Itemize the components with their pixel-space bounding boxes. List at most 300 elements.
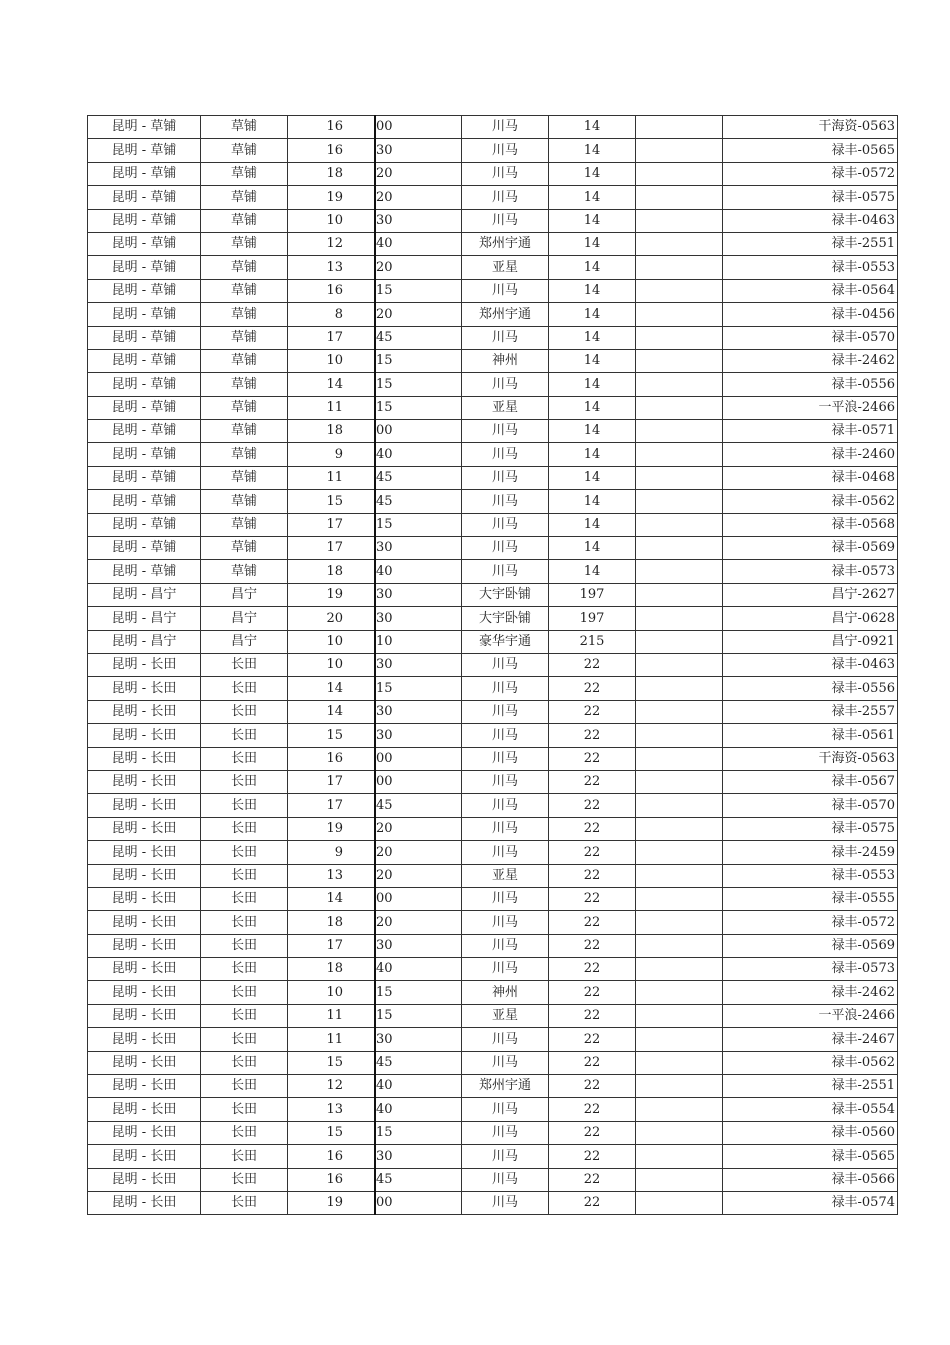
departure-minute: 00	[376, 891, 393, 907]
route-cell: 昆明 - 昌宁	[88, 607, 201, 630]
destination-cell: 长田	[201, 747, 288, 770]
bus-company-cell: 川马	[462, 443, 549, 466]
departure-hour: 18	[326, 166, 343, 182]
bus-company-cell: 亚星	[462, 396, 549, 419]
empty-cell	[636, 186, 723, 209]
destination-cell: 草铺	[201, 279, 288, 302]
destination-cell: 昌宁	[201, 583, 288, 606]
fare-cell: 22	[549, 981, 636, 1004]
departure-hour: 17	[326, 797, 343, 813]
table-row	[88, 209, 898, 232]
departure-hour: 11	[326, 1008, 343, 1024]
vehicle-number-cell: 禄丰-0468	[723, 466, 898, 489]
bus-company-cell: 川马	[462, 560, 549, 583]
departure-hour: 18	[326, 961, 343, 977]
departure-hour: 9	[334, 446, 343, 462]
vehicle-number-cell: 禄丰-0553	[723, 864, 898, 887]
empty-cell	[636, 232, 723, 255]
route-cell: 昆明 - 草铺	[88, 162, 201, 185]
fare-cell: 14	[549, 396, 636, 419]
departure-time-cell	[288, 1168, 462, 1191]
vehicle-number-cell: 禄丰-0565	[723, 1145, 898, 1168]
departure-hour: 11	[326, 400, 343, 416]
fare-cell: 22	[549, 887, 636, 910]
bus-company-cell: 川马	[462, 513, 549, 536]
table-row	[88, 934, 898, 957]
table-row	[88, 373, 898, 396]
bus-company-cell: 川马	[462, 653, 549, 676]
fare-cell: 14	[549, 466, 636, 489]
route-cell: 昆明 - 草铺	[88, 490, 201, 513]
departure-time-cell	[288, 747, 462, 770]
departure-time-cell	[288, 653, 462, 676]
fare-cell: 14	[549, 490, 636, 513]
bus-company-cell: 川马	[462, 186, 549, 209]
vehicle-number-cell: 禄丰-2462	[723, 349, 898, 372]
destination-cell: 长田	[201, 934, 288, 957]
departure-time-cell	[288, 303, 462, 326]
empty-cell	[636, 887, 723, 910]
departure-time-cell	[288, 209, 462, 232]
departure-minute: 15	[376, 680, 393, 696]
vehicle-number-cell: 禄丰-0553	[723, 256, 898, 279]
bus-company-cell: 川马	[462, 677, 549, 700]
bus-company-cell: 川马	[462, 1145, 549, 1168]
bus-company-cell: 川马	[462, 209, 549, 232]
route-cell: 昆明 - 昌宁	[88, 583, 201, 606]
bus-company-cell: 川马	[462, 934, 549, 957]
vehicle-number-cell: 禄丰-2551	[723, 1075, 898, 1098]
fare-cell: 14	[549, 116, 636, 139]
destination-cell: 草铺	[201, 256, 288, 279]
table-row	[88, 1098, 898, 1121]
departure-hour: 13	[326, 867, 343, 883]
destination-cell: 长田	[201, 887, 288, 910]
departure-time-cell	[288, 162, 462, 185]
table-row	[88, 794, 898, 817]
departure-minute: 30	[376, 1031, 393, 1047]
departure-time-cell	[288, 116, 462, 139]
departure-time-cell	[288, 1051, 462, 1074]
bus-company-cell: 川马	[462, 490, 549, 513]
departure-minute: 20	[376, 306, 393, 322]
departure-hour: 20	[326, 610, 343, 626]
departure-time-cell	[288, 186, 462, 209]
departure-hour: 14	[326, 680, 343, 696]
departure-hour: 16	[326, 283, 343, 299]
empty-cell	[636, 958, 723, 981]
departure-minute: 20	[376, 821, 393, 837]
departure-minute: 00	[376, 1195, 393, 1211]
empty-cell	[636, 537, 723, 560]
destination-cell: 草铺	[201, 420, 288, 443]
departure-hour: 15	[326, 1125, 343, 1141]
table-row	[88, 887, 898, 910]
destination-cell: 草铺	[201, 162, 288, 185]
vehicle-number-cell: 禄丰-2460	[723, 443, 898, 466]
vehicle-number-cell: 禄丰-0572	[723, 911, 898, 934]
table-row	[88, 677, 898, 700]
departure-hour: 18	[326, 563, 343, 579]
bus-company-cell: 川马	[462, 841, 549, 864]
departure-minute: 40	[376, 1078, 393, 1094]
departure-hour: 17	[326, 774, 343, 790]
bus-company-cell: 川马	[462, 537, 549, 560]
bus-company-cell: 川马	[462, 466, 549, 489]
empty-cell	[636, 209, 723, 232]
route-cell: 昆明 - 草铺	[88, 513, 201, 536]
route-cell: 昆明 - 草铺	[88, 420, 201, 443]
destination-cell: 长田	[201, 864, 288, 887]
vehicle-number-cell: 禄丰-0561	[723, 724, 898, 747]
departure-time-cell	[288, 490, 462, 513]
vehicle-number-cell: 禄丰-0463	[723, 653, 898, 676]
route-cell: 昆明 - 长田	[88, 1145, 201, 1168]
departure-hour: 16	[326, 750, 343, 766]
table-row	[88, 116, 898, 139]
fare-cell: 22	[549, 958, 636, 981]
route-cell: 昆明 - 长田	[88, 934, 201, 957]
table-row	[88, 326, 898, 349]
departure-hour: 17	[326, 938, 343, 954]
destination-cell: 长田	[201, 1191, 288, 1214]
vehicle-number-cell: 禄丰-0573	[723, 958, 898, 981]
empty-cell	[636, 1051, 723, 1074]
departure-time-cell	[288, 420, 462, 443]
empty-cell	[636, 1168, 723, 1191]
route-cell: 昆明 - 长田	[88, 981, 201, 1004]
fare-cell: 22	[549, 817, 636, 840]
departure-minute: 15	[376, 283, 393, 299]
departure-hour: 10	[326, 212, 343, 228]
departure-time-cell	[288, 794, 462, 817]
route-cell: 昆明 - 草铺	[88, 116, 201, 139]
departure-minute: 20	[376, 867, 393, 883]
fare-cell: 22	[549, 1028, 636, 1051]
departure-minute: 15	[376, 376, 393, 392]
departure-hour: 18	[326, 423, 343, 439]
table-row	[88, 1051, 898, 1074]
departure-minute: 30	[376, 587, 393, 603]
route-cell: 昆明 - 长田	[88, 1098, 201, 1121]
fare-cell: 22	[549, 770, 636, 793]
table-row	[88, 958, 898, 981]
route-cell: 昆明 - 草铺	[88, 466, 201, 489]
table-row	[88, 466, 898, 489]
departure-time-cell	[288, 1191, 462, 1214]
vehicle-number-cell: 禄丰-0463	[723, 209, 898, 232]
destination-cell: 草铺	[201, 349, 288, 372]
empty-cell	[636, 1121, 723, 1144]
route-cell: 昆明 - 草铺	[88, 139, 201, 162]
departure-time-cell	[288, 1145, 462, 1168]
empty-cell	[636, 981, 723, 1004]
empty-cell	[636, 256, 723, 279]
vehicle-number-cell: 一平浪-2466	[723, 396, 898, 419]
table-row	[88, 490, 898, 513]
destination-cell: 草铺	[201, 209, 288, 232]
fare-cell: 14	[549, 186, 636, 209]
fare-cell: 22	[549, 1075, 636, 1098]
departure-time-cell	[288, 864, 462, 887]
empty-cell	[636, 677, 723, 700]
vehicle-number-cell: 禄丰-0574	[723, 1191, 898, 1214]
route-cell: 昆明 - 昌宁	[88, 630, 201, 653]
route-cell: 昆明 - 草铺	[88, 443, 201, 466]
vehicle-number-cell: 干海资-0563	[723, 747, 898, 770]
route-cell: 昆明 - 长田	[88, 724, 201, 747]
route-cell: 昆明 - 长田	[88, 887, 201, 910]
empty-cell	[636, 911, 723, 934]
route-cell: 昆明 - 草铺	[88, 560, 201, 583]
bus-company-cell: 川马	[462, 887, 549, 910]
bus-company-cell: 大宇卧铺	[462, 583, 549, 606]
departure-minute: 40	[376, 563, 393, 579]
departure-hour: 14	[326, 891, 343, 907]
route-cell: 昆明 - 长田	[88, 770, 201, 793]
table-row	[88, 1168, 898, 1191]
bus-company-cell: 川马	[462, 116, 549, 139]
vehicle-number-cell: 禄丰-0556	[723, 677, 898, 700]
route-cell: 昆明 - 长田	[88, 1051, 201, 1074]
table-row	[88, 1004, 898, 1027]
departure-hour: 19	[326, 1195, 343, 1211]
empty-cell	[636, 279, 723, 302]
departure-minute: 30	[376, 727, 393, 743]
route-cell: 昆明 - 草铺	[88, 256, 201, 279]
departure-time-cell	[288, 607, 462, 630]
departure-time-cell	[288, 466, 462, 489]
table-row	[88, 583, 898, 606]
table-row	[88, 537, 898, 560]
destination-cell: 草铺	[201, 513, 288, 536]
fare-cell: 14	[549, 420, 636, 443]
table-row	[88, 607, 898, 630]
departure-hour: 14	[326, 704, 343, 720]
departure-time-cell	[288, 841, 462, 864]
empty-cell	[636, 443, 723, 466]
bus-company-cell: 神州	[462, 981, 549, 1004]
bus-company-cell: 川马	[462, 770, 549, 793]
table-row	[88, 349, 898, 372]
departure-hour: 19	[326, 821, 343, 837]
departure-time-cell	[288, 700, 462, 723]
departure-minute: 20	[376, 844, 393, 860]
vehicle-number-cell: 禄丰-0567	[723, 770, 898, 793]
destination-cell: 长田	[201, 794, 288, 817]
empty-cell	[636, 396, 723, 419]
vehicle-number-cell: 昌宁-0921	[723, 630, 898, 653]
departure-minute: 15	[376, 353, 393, 369]
vehicle-number-cell: 禄丰-0575	[723, 817, 898, 840]
departure-minute: 20	[376, 166, 393, 182]
departure-minute: 45	[376, 470, 393, 486]
departure-hour: 16	[326, 142, 343, 158]
table-row	[88, 279, 898, 302]
empty-cell	[636, 630, 723, 653]
empty-cell	[636, 794, 723, 817]
departure-minute: 45	[376, 329, 393, 345]
destination-cell: 草铺	[201, 326, 288, 349]
fare-cell: 197	[549, 583, 636, 606]
departure-hour: 10	[326, 984, 343, 1000]
departure-time-cell	[288, 396, 462, 419]
vehicle-number-cell: 禄丰-2467	[723, 1028, 898, 1051]
departure-hour: 12	[326, 236, 343, 252]
fare-cell: 197	[549, 607, 636, 630]
empty-cell	[636, 326, 723, 349]
bus-company-cell: 亚星	[462, 256, 549, 279]
route-cell: 昆明 - 草铺	[88, 349, 201, 372]
departure-minute: 15	[376, 1125, 393, 1141]
departure-time-cell	[288, 887, 462, 910]
vehicle-number-cell: 禄丰-0570	[723, 794, 898, 817]
bus-company-cell: 神州	[462, 349, 549, 372]
bus-company-cell: 川马	[462, 326, 549, 349]
bus-company-cell: 川马	[462, 162, 549, 185]
bus-company-cell: 郑州宇通	[462, 1075, 549, 1098]
destination-cell: 长田	[201, 1121, 288, 1144]
departure-hour: 10	[326, 657, 343, 673]
departure-time-cell	[288, 513, 462, 536]
departure-hour: 17	[326, 517, 343, 533]
bus-company-cell: 川马	[462, 279, 549, 302]
vehicle-number-cell: 昌宁-0628	[723, 607, 898, 630]
vehicle-number-cell: 禄丰-0555	[723, 887, 898, 910]
table-row	[88, 1191, 898, 1214]
departure-time-cell	[288, 1121, 462, 1144]
empty-cell	[636, 116, 723, 139]
departure-time-cell	[288, 537, 462, 560]
departure-minute: 30	[376, 657, 393, 673]
departure-minute: 30	[376, 938, 393, 954]
departure-minute: 45	[376, 493, 393, 509]
bus-company-cell: 郑州宇通	[462, 303, 549, 326]
departure-hour: 13	[326, 259, 343, 275]
route-cell: 昆明 - 长田	[88, 958, 201, 981]
empty-cell	[636, 583, 723, 606]
fare-cell: 22	[549, 1145, 636, 1168]
departure-minute: 00	[376, 774, 393, 790]
table-row	[88, 700, 898, 723]
table-row	[88, 653, 898, 676]
departure-hour: 15	[326, 727, 343, 743]
bus-company-cell: 川马	[462, 724, 549, 747]
fare-cell: 14	[549, 326, 636, 349]
route-cell: 昆明 - 长田	[88, 1075, 201, 1098]
empty-cell	[636, 1028, 723, 1051]
vehicle-number-cell: 禄丰-0575	[723, 186, 898, 209]
route-cell: 昆明 - 草铺	[88, 303, 201, 326]
departure-hour: 18	[326, 914, 343, 930]
route-cell: 昆明 - 长田	[88, 1004, 201, 1027]
empty-cell	[636, 841, 723, 864]
destination-cell: 长田	[201, 1004, 288, 1027]
departure-hour: 13	[326, 1101, 343, 1117]
fare-cell: 22	[549, 747, 636, 770]
departure-minute: 15	[376, 984, 393, 1000]
departure-hour: 16	[326, 1171, 343, 1187]
fare-cell: 215	[549, 630, 636, 653]
departure-hour: 10	[326, 353, 343, 369]
fare-cell: 14	[549, 139, 636, 162]
bus-company-cell: 川马	[462, 420, 549, 443]
route-cell: 昆明 - 草铺	[88, 186, 201, 209]
bus-company-cell: 川马	[462, 1028, 549, 1051]
empty-cell	[636, 349, 723, 372]
table-row	[88, 841, 898, 864]
departure-minute: 30	[376, 704, 393, 720]
route-cell: 昆明 - 长田	[88, 911, 201, 934]
departure-minute: 20	[376, 259, 393, 275]
vehicle-number-cell: 干海资-0563	[723, 116, 898, 139]
route-cell: 昆明 - 长田	[88, 700, 201, 723]
vehicle-number-cell: 昌宁-2627	[723, 583, 898, 606]
empty-cell	[636, 653, 723, 676]
departure-time-cell	[288, 583, 462, 606]
departure-hour: 17	[326, 329, 343, 345]
empty-cell	[636, 607, 723, 630]
table-row	[88, 864, 898, 887]
empty-cell	[636, 864, 723, 887]
table-row	[88, 1121, 898, 1144]
route-cell: 昆明 - 长田	[88, 1121, 201, 1144]
table-row	[88, 724, 898, 747]
departure-hour: 8	[334, 306, 343, 322]
departure-minute: 45	[376, 1171, 393, 1187]
fare-cell: 14	[549, 443, 636, 466]
departure-time-cell	[288, 443, 462, 466]
fare-cell: 22	[549, 1051, 636, 1074]
departure-minute: 30	[376, 610, 393, 626]
bus-company-cell: 川马	[462, 373, 549, 396]
schedule-table-body	[88, 116, 898, 1215]
table-row	[88, 1145, 898, 1168]
empty-cell	[636, 1075, 723, 1098]
destination-cell: 长田	[201, 770, 288, 793]
departure-time-cell	[288, 279, 462, 302]
vehicle-number-cell: 禄丰-0572	[723, 162, 898, 185]
route-cell: 昆明 - 草铺	[88, 537, 201, 560]
destination-cell: 长田	[201, 841, 288, 864]
fare-cell: 14	[549, 303, 636, 326]
departure-hour: 11	[326, 470, 343, 486]
departure-hour: 14	[326, 376, 343, 392]
fare-cell: 14	[549, 537, 636, 560]
destination-cell: 长田	[201, 1028, 288, 1051]
fare-cell: 22	[549, 700, 636, 723]
bus-company-cell: 豪华宇通	[462, 630, 549, 653]
destination-cell: 长田	[201, 700, 288, 723]
table-row	[88, 396, 898, 419]
route-cell: 昆明 - 草铺	[88, 373, 201, 396]
departure-time-cell	[288, 958, 462, 981]
departure-minute: 30	[376, 540, 393, 556]
destination-cell: 草铺	[201, 490, 288, 513]
table-row	[88, 630, 898, 653]
fare-cell: 22	[549, 794, 636, 817]
fare-cell: 22	[549, 653, 636, 676]
destination-cell: 草铺	[201, 186, 288, 209]
vehicle-number-cell: 禄丰-0554	[723, 1098, 898, 1121]
vehicle-number-cell: 禄丰-0560	[723, 1121, 898, 1144]
destination-cell: 草铺	[201, 443, 288, 466]
route-cell: 昆明 - 长田	[88, 677, 201, 700]
fare-cell: 22	[549, 841, 636, 864]
departure-minute: 00	[376, 750, 393, 766]
route-cell: 昆明 - 草铺	[88, 232, 201, 255]
destination-cell: 长田	[201, 1145, 288, 1168]
